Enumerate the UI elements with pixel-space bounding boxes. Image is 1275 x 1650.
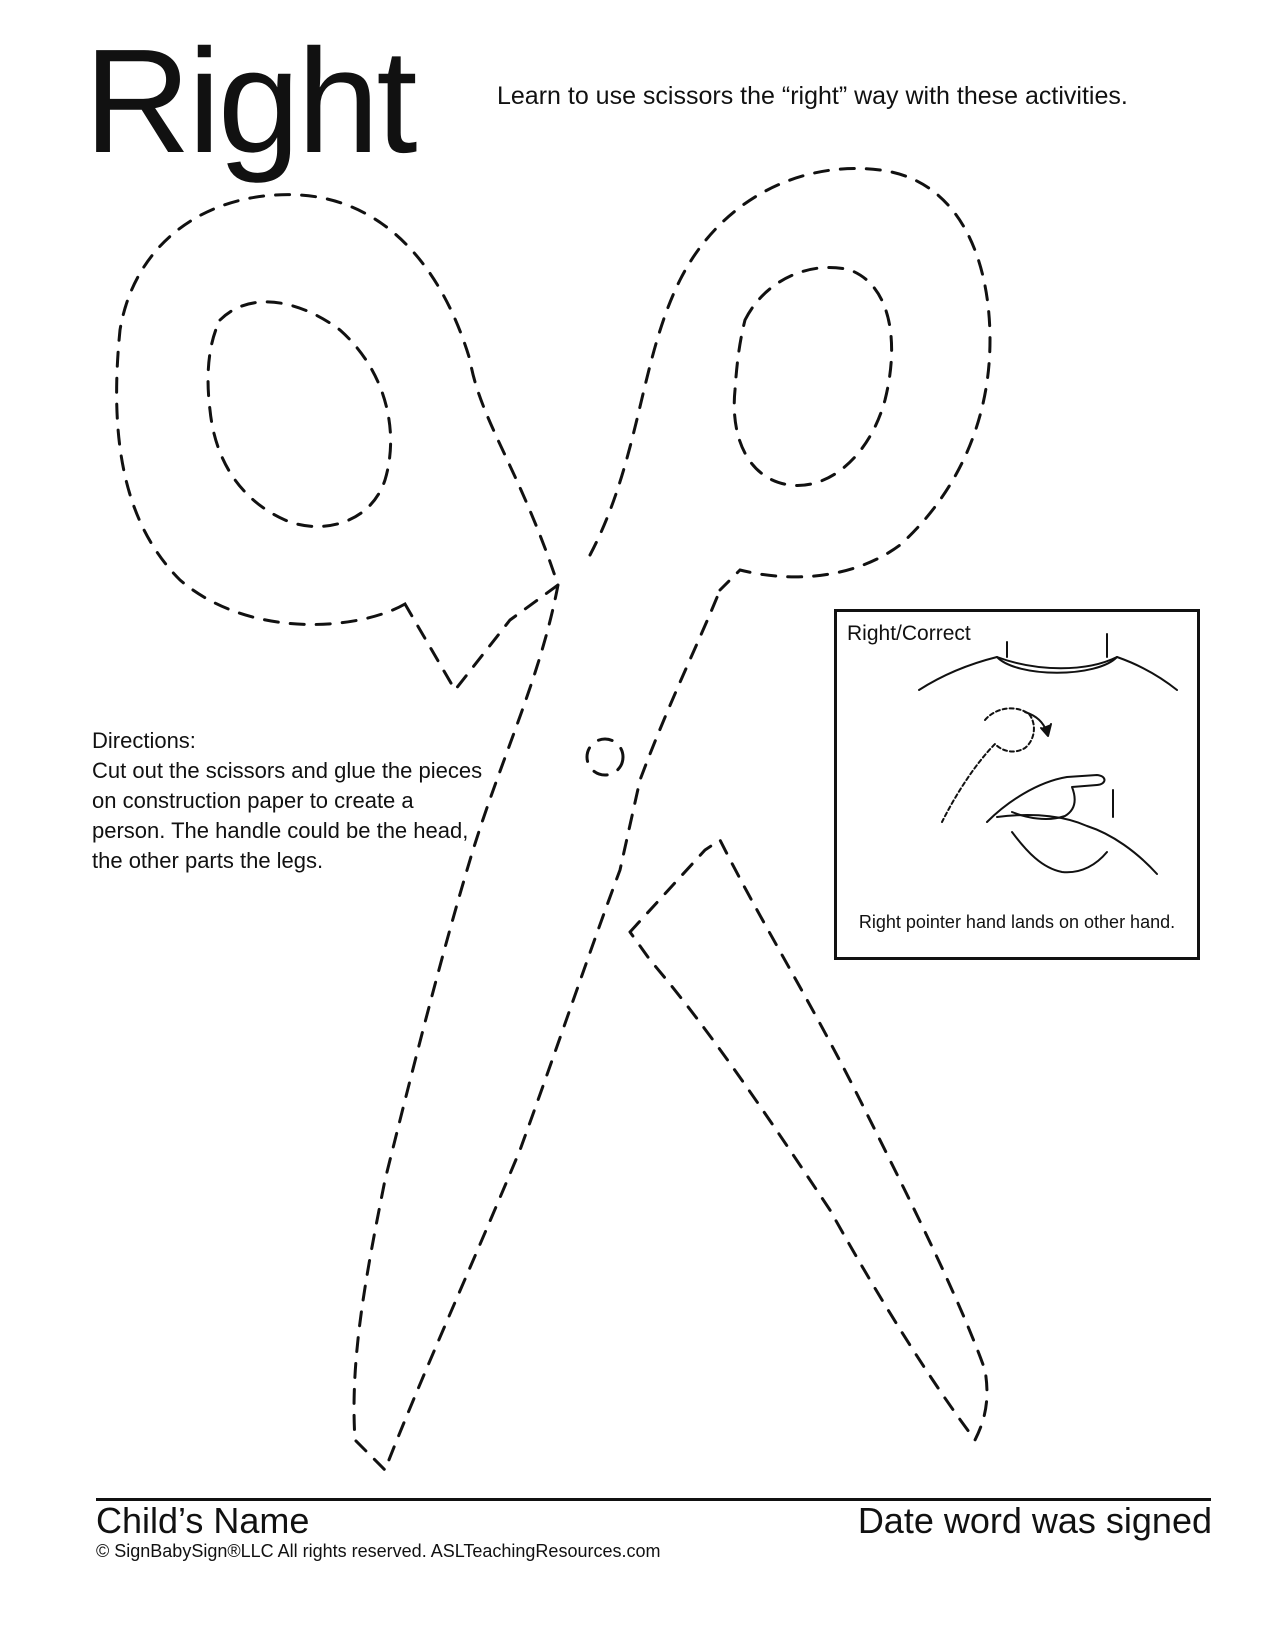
copyright-notice: © SignBabySign®LLC All rights reserved. ASLTeachingResources.com: [96, 1541, 661, 1561]
date-signed-label: Date word was signed: [857, 1500, 1212, 1541]
tagline: Learn to use scissors the “right” way with these activities.: [497, 82, 1128, 110]
directions-body: Cut out the scissors and glue the pieces on construction paper to create a person. The handle could be the head, the other parts the legs.: [92, 758, 483, 873]
directions: [92, 726, 492, 876]
sign-illustration-box: [834, 609, 1200, 960]
neck-outline: [1007, 634, 1107, 657]
directions-heading: Directions:: [92, 728, 196, 753]
start-hand-outline: [942, 708, 1034, 822]
base-hand-outline: [997, 815, 1157, 874]
right-handle-hole: [734, 267, 891, 485]
collar-outline: [997, 657, 1117, 673]
left-handle-hole: [208, 302, 391, 527]
left-blade-outline: [354, 585, 720, 1470]
sign-title: Right/Correct: [847, 622, 971, 645]
sign-caption: Right pointer hand lands on other hand.: [858, 912, 1176, 932]
left-handle-outline: [117, 195, 558, 690]
page-title: Right: [84, 19, 415, 184]
motion-arrowhead: [1041, 724, 1051, 736]
child-name-label: Child’s Name: [96, 1500, 310, 1541]
pivot-circle: [587, 739, 623, 775]
sign-illustration: [837, 612, 1197, 957]
right-handle-outline: [590, 168, 990, 590]
